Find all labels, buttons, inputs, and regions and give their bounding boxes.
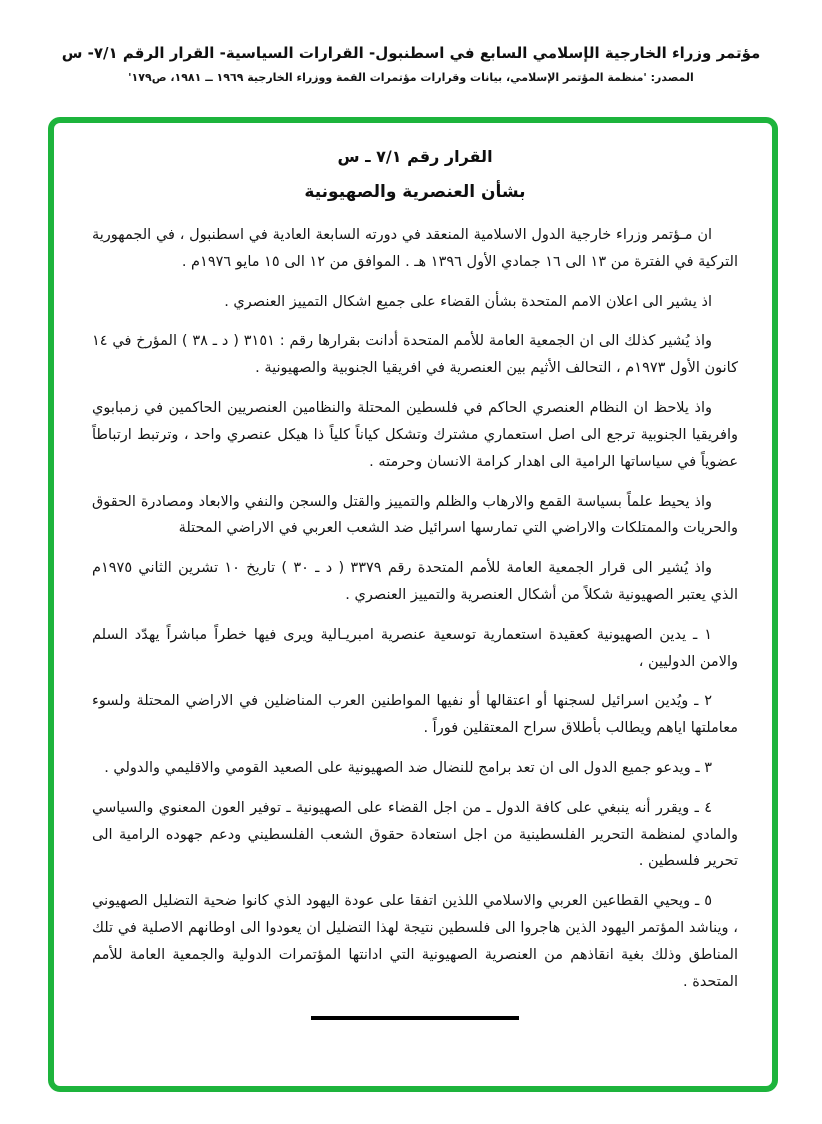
body-paragraph-item-3: ٣ ـ ويدعو جميع الدول الى ان تعد برامج للنضال ضد الصهيونية على الصعيد القومي والاقليمي والدولي . [104,760,712,776]
resolution-title: القرار رقم ٧/١ ـ س [337,147,493,166]
footer-divider [311,1016,519,1020]
body-paragraph-preamble-6: واذ يُشير الى قرار الجمعية العامة للأمم المتحدة رقم ٣٣٧٩ ( د ـ ٣٠ ) تاريخ ١٠ تشرين الثاني ١٩٧٥م الذي يعتبر الصهيونية شكلاً من أشكال العنصرية والتمييز العنصري . [92,560,738,603]
document-content [54,123,772,1020]
header-source: المصدر: 'منظمة المؤتمر الإسلامي، بيانات وقرارات مؤتمرات القمة ووزراء الخارجية ١٩٦٩ ــ ١٩٨١، ص١٧٩' [128,71,694,84]
body-paragraph-item-5: ٥ ـ ويحيي القطاعين العربي والاسلامي اللذين اتفقا على عودة اليهود الذي كانوا ضحية التضليل الصهيوني ، ويناشد المؤتمر اليهود الذين هاجروا الى فلسطين نتيجة لهذا التضليل ان يعودوا الى اوطانهم الاصلية في تلك المناطق وذلك بغية انقاذهم من العنصرية الصهيونية التي ادانتها المؤتمرات الدولية والجمعية العامة للأمم المتحدة . [92,893,738,990]
body-paragraph-item-2: ٢ ـ ويُدين اسرائيل لسجنها أو اعتقالها أو نفيها المواطنين العرب المناضلين في الاراضي المحتلة ولسوء معاملتها اياهم ويطالب بأطلاق سراح المعتقلين فوراً . [92,693,738,737]
resolution-subject: بشأن العنصرية والصهيونية [304,182,526,202]
body-paragraph-preamble-4: واذ يلاحظ ان النظام العنصري الحاكم في فلسطين المحتلة والنظامين العنصريين الحاكمين في زمبابوي وافريقيا الجنوبية ترجع الى اصل استعماري مشترك وتشكل كياناً كلياً ذا هيكل عنصري واحد ، وترتبط ارتباطاً عضوياً في سياساتها الرامية الى اهدار كرامة الانسان وحرمته . [92,400,738,470]
body-paragraph-preamble-3: واذ يُشير كذلك الى ان الجمعية العامة للأمم المتحدة أدانت بقرارها رقم : ٣١٥١ ( د ـ ٣٨ ) المؤرخ في ١٤ كانون الأول ١٩٧٣م ، التحالف الأثيم بين العنصرية في افريقيا الجنوبية والصهيونية . [92,333,738,377]
body-paragraph-preamble-2: اذ يشير الى اعلان الامم المتحدة بشأن القضاء على جميع اشكال التمييز العنصري . [224,293,712,310]
body-paragraph-item-1: ١ ـ يدين الصهيونية كعقيدة استعمارية توسعية عنصرية امبريـالية ويرى فيها خطراً مباشراً يهدّد السلم والامن الدوليين ، [92,626,738,670]
body-paragraph-preamble-5: واذ يحيط علماً بسياسة القمع والارهاب والظلم والتمييز والقتل والسجن والنفي والابعاد ومصادرة الحقوق والحريات والممتلكات والاراضي التي تمارسها اسرائيل ضد الشعب العربي في الاراضي المحتلة [92,493,738,537]
body-paragraph-preamble-1: ان مـؤتمر وزراء خارجية الدول الاسلامية المنعقد في دورته السابعة العادية في اسطنبول ، في الجمهورية التركية في الفترة من ١٣ الى ١٦ جمادي الأول ١٣٩٦ هـ . الموافق من ١٢ الى ١٥ مايو ١٩٧٦م . [92,227,738,270]
page-header [0,44,822,84]
body-paragraph-item-4: ٤ ـ ويقرر أنه ينبغي على كافة الدول ـ من اجل القضاء على الصهيونية ـ توفير العون المعنوي والسياسي والمادي لمنظمة التحرير الفلسطينية من اجل استعادة حقوق الشعب الفلسطيني ودعم جهوده الرامية الى تحرير فلسطين . [92,799,738,870]
header-title: مؤتمر وزراء الخارجية الإسلامي السابع في اسطنبول- القرارات السياسية- القرار الرقم ٧/١- س [61,44,761,62]
document-frame [48,117,778,1092]
